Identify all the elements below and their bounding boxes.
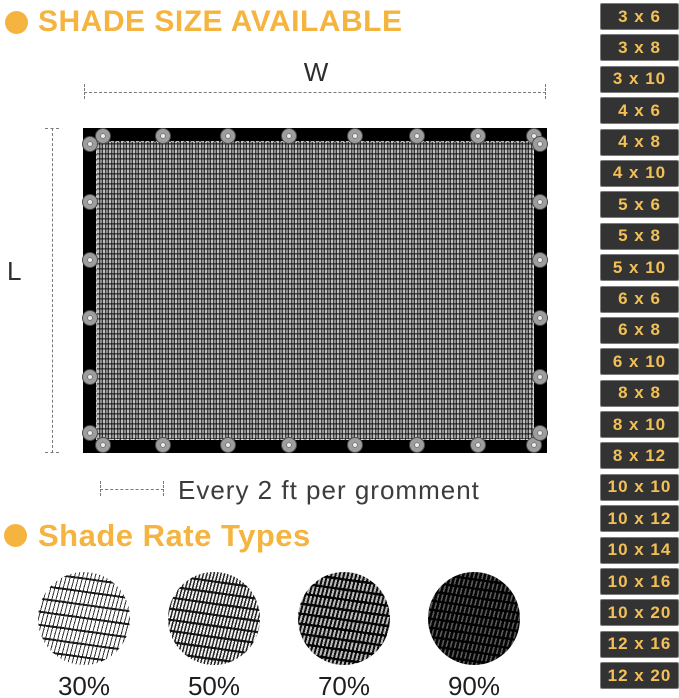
grommet-icon: [527, 438, 541, 452]
size-option: [600, 505, 679, 532]
grommet-icon: [410, 438, 424, 452]
shade-sample-90-circle: [428, 572, 520, 665]
size-option-label: 8 x 10: [612, 414, 667, 434]
length-dimension-label: L: [7, 256, 22, 286]
size-option: [600, 191, 679, 218]
size-list: [600, 3, 679, 694]
size-option-label: 10 x 14: [607, 540, 672, 560]
section-bullet-icon: [5, 11, 28, 34]
width-dimension-label: W: [303, 57, 329, 87]
width-dimension-line: [84, 84, 546, 99]
grommet-icon: [83, 311, 97, 325]
grommet-icon: [410, 129, 424, 143]
grommet-spacing-note: Every 2 ft per gromment: [178, 475, 480, 505]
size-option-label: 8 x 12: [612, 445, 667, 465]
grommet-icon: [83, 426, 97, 440]
size-option-label: 3 x 6: [618, 6, 661, 26]
dashed-line: [100, 489, 164, 490]
size-option-label: 4 x 10: [612, 163, 667, 183]
size-option-label: 8 x 8: [618, 383, 661, 403]
size-option: [600, 537, 679, 564]
length-dimension-line: [45, 128, 59, 453]
grommet-icon: [282, 129, 296, 143]
size-option-label: 3 x 10: [612, 69, 667, 89]
size-option: [600, 3, 679, 30]
grommet-icon: [83, 253, 97, 267]
grommet-icon: [156, 438, 170, 452]
shade-rate-label: 50%: [187, 671, 241, 698]
size-option-label: 4 x 6: [618, 100, 661, 120]
size-option: [600, 97, 679, 124]
size-option: [600, 380, 679, 407]
size-option: [600, 631, 679, 658]
grommet-icon: [282, 438, 296, 452]
grommet-icon: [96, 129, 110, 143]
grommet-icon: [96, 438, 110, 452]
size-option-label: 5 x 6: [618, 194, 661, 214]
size-option: [600, 286, 679, 313]
size-option-label: 12 x 20: [607, 665, 672, 685]
size-option: [600, 599, 679, 626]
size-option: [600, 442, 679, 469]
size-option-label: 5 x 10: [612, 257, 667, 277]
size-option: [600, 568, 679, 595]
grommet-icon: [221, 438, 235, 452]
grommet-icon: [471, 438, 485, 452]
size-option: [600, 66, 679, 93]
grommet-icon: [533, 370, 547, 384]
size-option: [600, 317, 679, 344]
dashed-line: [84, 92, 546, 93]
grommet-icon: [83, 195, 97, 209]
grommet-icon: [83, 137, 97, 151]
size-option: [600, 223, 679, 250]
grommet-ring: [83, 128, 547, 453]
size-option-label: 5 x 8: [618, 226, 661, 246]
size-option-label: 6 x 8: [618, 320, 661, 340]
size-option-label: 6 x 6: [618, 289, 661, 309]
size-option: [600, 254, 679, 281]
size-option-label: 12 x 16: [607, 634, 672, 654]
grommet-icon: [221, 129, 235, 143]
grommet-icon: [533, 253, 547, 267]
shade-sample-30-circle: [38, 572, 130, 665]
shade-size-title: SHADE SIZE AVAILABLE: [38, 5, 403, 38]
shade-sample-70-circle: [298, 572, 390, 665]
grommet-icon: [533, 195, 547, 209]
grommet-icon: [533, 426, 547, 440]
section-bullet-icon: [4, 524, 27, 547]
dashed-line: [52, 128, 53, 453]
size-option: [600, 129, 679, 156]
size-option: [600, 411, 679, 438]
shade-rate-title: Shade Rate Types: [38, 518, 311, 553]
shade-net-diagram: [83, 128, 547, 453]
grommet-icon: [83, 370, 97, 384]
size-option: [600, 160, 679, 187]
shade-rate-label: 70%: [317, 671, 371, 698]
grommet-icon: [533, 137, 547, 151]
grommet-icon: [348, 438, 362, 452]
size-option-label: 4 x 8: [618, 132, 661, 152]
grommet-icon: [471, 129, 485, 143]
grommet-icon: [533, 311, 547, 325]
size-option: [600, 474, 679, 501]
shade-sample-50-circle: [168, 572, 260, 665]
grommet-icon: [348, 129, 362, 143]
grommet-spacing-bracket: [100, 481, 164, 496]
size-option: [600, 348, 679, 375]
size-option-label: 10 x 10: [607, 477, 672, 497]
size-option-label: 6 x 10: [612, 351, 667, 371]
shade-rate-label: 90%: [447, 671, 501, 698]
size-option-label: 10 x 16: [607, 571, 672, 591]
shade-rate-label: 30%: [57, 671, 111, 698]
grommet-icon: [156, 129, 170, 143]
size-option-label: 3 x 8: [618, 37, 661, 57]
size-option: [600, 662, 679, 689]
size-option-label: 10 x 20: [607, 602, 672, 622]
size-option-label: 10 x 12: [607, 508, 672, 528]
size-option: [600, 34, 679, 61]
